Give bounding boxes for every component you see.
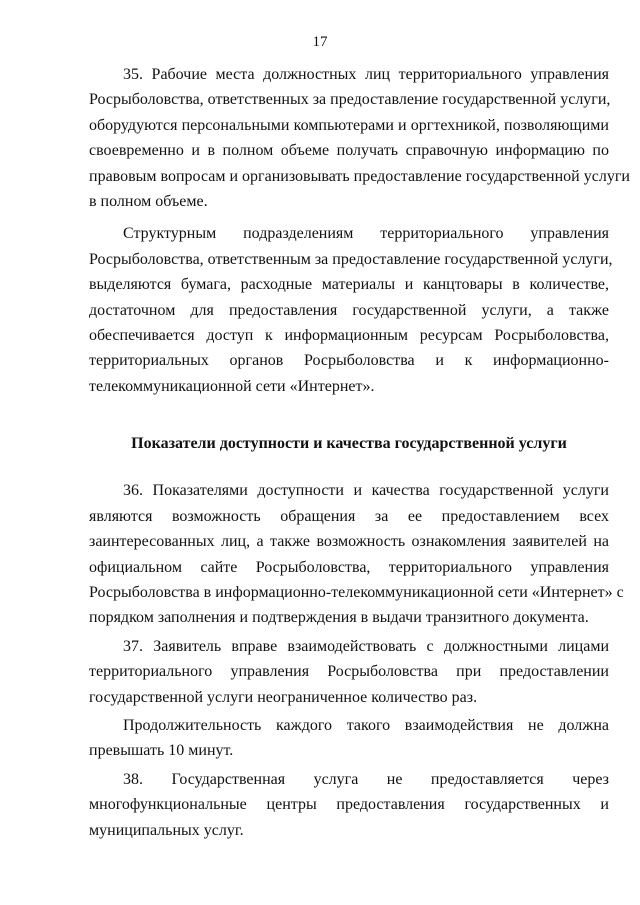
paragraph-line: территориального управления Росрыболовства при предоставлении xyxy=(89,663,609,681)
section-heading: Показатели доступности и качества государственной услуги xyxy=(131,435,567,453)
section-before-heading xyxy=(89,62,630,399)
paragraph xyxy=(89,713,609,764)
paragraph-line: 35. Рабочие места должностных лиц территориального управления xyxy=(123,66,609,83)
paragraph-line: 38. Государственная услуга не предоставляется через xyxy=(123,770,609,788)
section-after-heading xyxy=(89,478,624,843)
paragraph-line: оборудуются персональными компьютерами и оргтехникой, позволяющими xyxy=(89,116,609,134)
paragraph-line: своевременно и в полном объеме получать справочную информацию по xyxy=(89,142,609,160)
paragraph-line: заинтересованных лиц, а также возможность ознакомления заявителей на xyxy=(89,533,609,551)
page-number: 17 xyxy=(312,34,328,50)
paragraph-line: правовым вопросам и организовывать предоставление государственной услуги xyxy=(89,167,630,185)
paragraph xyxy=(89,221,613,399)
paragraph-line: Росрыболовства в информационно-телекоммуникационной сети «Интернет» с xyxy=(89,583,624,601)
paragraph-line: территориальных органов Росрыболовства и к информационно- xyxy=(89,352,609,370)
paragraph-line: 37. Заявитель вправе взаимодействовать с должностными лицами xyxy=(123,637,609,655)
paragraph-line: обеспечивается доступ к информационным ресурсам Росрыболовства, xyxy=(89,327,609,345)
paragraph-line: превышать 10 минут. xyxy=(89,742,234,760)
paragraph-line: Росрыболовства, ответственным за предоставление государственной услуги, xyxy=(89,250,613,268)
paragraph-line: 36. Показателями доступности и качества государственной услуги xyxy=(123,482,609,500)
paragraph-line: телекоммуникационной сети «Интернет». xyxy=(89,377,375,395)
paragraph-line: порядком заполнения и подтверждения в выдачи транзитного документа. xyxy=(89,609,589,627)
paragraph-line: Росрыболовства, ответственных за предоставление государственной услуги, xyxy=(89,91,611,109)
paragraph-line: достаточном для предоставления государственной услуги, а также xyxy=(89,301,609,319)
paragraph-line: являются возможность обращения за ее предоставлением всех xyxy=(89,507,609,525)
paragraph-line: Структурным подразделениям территориального управления xyxy=(123,225,609,243)
paragraph xyxy=(89,62,630,214)
paragraph-line: Продолжительность каждого такого взаимодействия не должна xyxy=(123,716,609,734)
paragraph-line: выделяются бумага, расходные материалы и канцтовары в количестве, xyxy=(89,276,609,294)
document-body xyxy=(89,62,630,843)
paragraph-line: муниципальных услуг. xyxy=(89,821,244,839)
paragraph xyxy=(89,634,609,710)
paragraph-line: в полном объеме. xyxy=(89,193,208,211)
paragraph-line: официальном сайте Росрыболовства, территориального управления xyxy=(89,558,609,576)
paragraph xyxy=(89,767,609,843)
paragraph xyxy=(89,478,624,630)
paragraph-line: многофункциональные центры предоставления государственных и xyxy=(89,796,609,814)
paragraph-line: государственной услуги неограниченное количество раз. xyxy=(89,688,478,706)
